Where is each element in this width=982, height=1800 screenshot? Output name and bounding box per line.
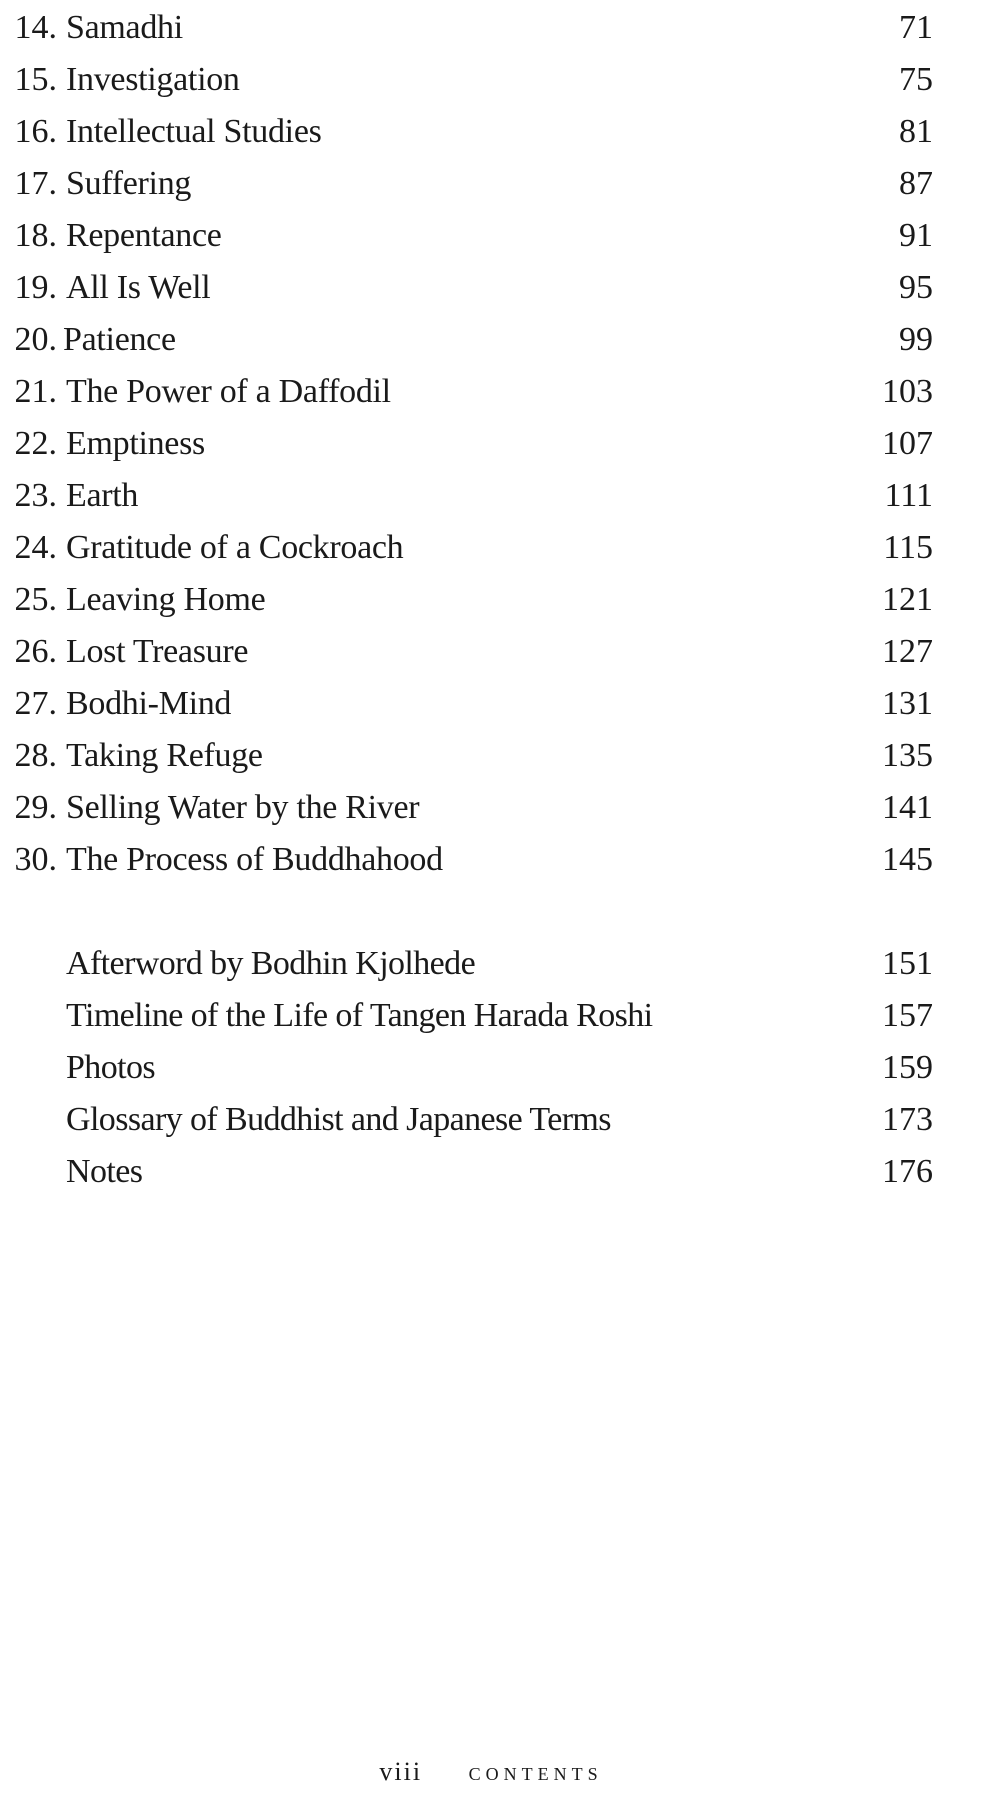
section-title: Glossary of Buddhist and Japanese Terms: [66, 1101, 611, 1138]
chapter-number: 18.: [14, 217, 57, 254]
chapter-number: 19.: [14, 269, 57, 306]
page-number: 87: [899, 165, 933, 202]
page-number: 91: [899, 217, 933, 254]
chapter-number: 20.: [14, 321, 57, 358]
chapter-title: Leaving Home: [66, 581, 266, 618]
page-number: 75: [899, 61, 933, 98]
chapter-number: 22.: [14, 425, 57, 462]
chapter-number: 17.: [14, 165, 57, 202]
toc-entry-back-matter[interactable]: [0, 1146, 982, 1198]
section-title: Photos: [66, 1049, 155, 1086]
toc-entry[interactable]: [0, 262, 982, 314]
chapter-number: 26.: [14, 633, 57, 670]
chapter-title: Taking Refuge: [66, 737, 263, 774]
toc-entry[interactable]: [0, 2, 982, 54]
toc-entry-back-matter[interactable]: [0, 990, 982, 1042]
toc-entry[interactable]: [0, 106, 982, 158]
page-number: 159: [882, 1049, 933, 1086]
chapter-number: 16.: [14, 113, 57, 150]
chapter-title: Investigation: [66, 61, 240, 98]
page-number: 131: [882, 685, 933, 722]
toc-entry[interactable]: [0, 418, 982, 470]
toc-entry[interactable]: [0, 210, 982, 262]
chapter-number: 25.: [14, 581, 57, 618]
chapter-number: 30.: [14, 841, 57, 878]
section-title: Notes: [66, 1153, 143, 1190]
chapter-number: 21.: [14, 373, 57, 410]
chapter-number: 29.: [14, 789, 57, 826]
page-number: 103: [882, 373, 933, 410]
chapter-number: 15.: [14, 61, 57, 98]
page-number: 95: [899, 269, 933, 306]
page-number: 107: [882, 425, 933, 462]
page-number: 121: [882, 581, 933, 618]
running-head: contents: [468, 1757, 603, 1786]
page-number: 135: [882, 737, 933, 774]
toc-entry[interactable]: [0, 678, 982, 730]
chapter-title: Suffering: [66, 165, 192, 202]
section-title: Afterword by Bodhin Kjolhede: [66, 945, 476, 982]
chapter-title: Emptiness: [66, 425, 205, 462]
page-number: 111: [884, 477, 933, 514]
toc-entry[interactable]: [0, 314, 982, 366]
toc-entry-back-matter[interactable]: [0, 938, 982, 990]
chapter-number: 24.: [14, 529, 57, 566]
page-number: 71: [899, 9, 933, 46]
toc-entry[interactable]: [0, 574, 982, 626]
page-number: 157: [882, 997, 933, 1034]
chapter-title: Intellectual Studies: [66, 113, 322, 150]
toc-entry[interactable]: [0, 470, 982, 522]
toc-entry[interactable]: [0, 730, 982, 782]
chapter-title: The Process of Buddhahood: [66, 841, 443, 878]
page-number: 145: [882, 841, 933, 878]
toc-entry[interactable]: [0, 54, 982, 106]
toc-entry[interactable]: [0, 626, 982, 678]
page-number: 151: [882, 945, 933, 982]
chapter-title: Earth: [66, 477, 139, 514]
page-number: 81: [899, 113, 933, 150]
toc-entry[interactable]: [0, 782, 982, 834]
chapter-title: The Power of a Daffodil: [66, 373, 391, 410]
chapter-title: Lost Treasure: [66, 633, 249, 670]
toc-entry[interactable]: [0, 834, 982, 886]
chapter-title: Samadhi: [66, 9, 183, 46]
page-number: 173: [882, 1101, 933, 1138]
page-number: 115: [883, 529, 933, 566]
page-number: 176: [882, 1153, 933, 1190]
chapter-title: Gratitude of a Cockroach: [66, 529, 404, 566]
page-number: 99: [899, 321, 933, 358]
page-number: 141: [882, 789, 933, 826]
chapter-number: 27.: [14, 685, 57, 722]
chapter-title: Patience: [63, 321, 176, 358]
toc-entry[interactable]: [0, 158, 982, 210]
folio-page-number: viii: [379, 1757, 423, 1786]
chapter-title: All Is Well: [66, 269, 211, 306]
chapter-number: 14.: [14, 9, 57, 46]
toc-entry-back-matter[interactable]: [0, 1042, 982, 1094]
chapter-title: Selling Water by the River: [66, 789, 420, 826]
chapter-number: 28.: [14, 737, 57, 774]
page-number: 127: [882, 633, 933, 670]
toc-entry[interactable]: [0, 366, 982, 418]
section-title: Timeline of the Life of Tangen Harada Roshi: [66, 997, 653, 1034]
chapter-title: Repentance: [66, 217, 222, 254]
chapter-title: Bodhi-Mind: [66, 685, 232, 722]
page-footer: [0, 1757, 982, 1787]
toc-entry[interactable]: [0, 522, 982, 574]
toc-entry-back-matter[interactable]: [0, 1094, 982, 1146]
chapter-number: 23.: [14, 477, 57, 514]
